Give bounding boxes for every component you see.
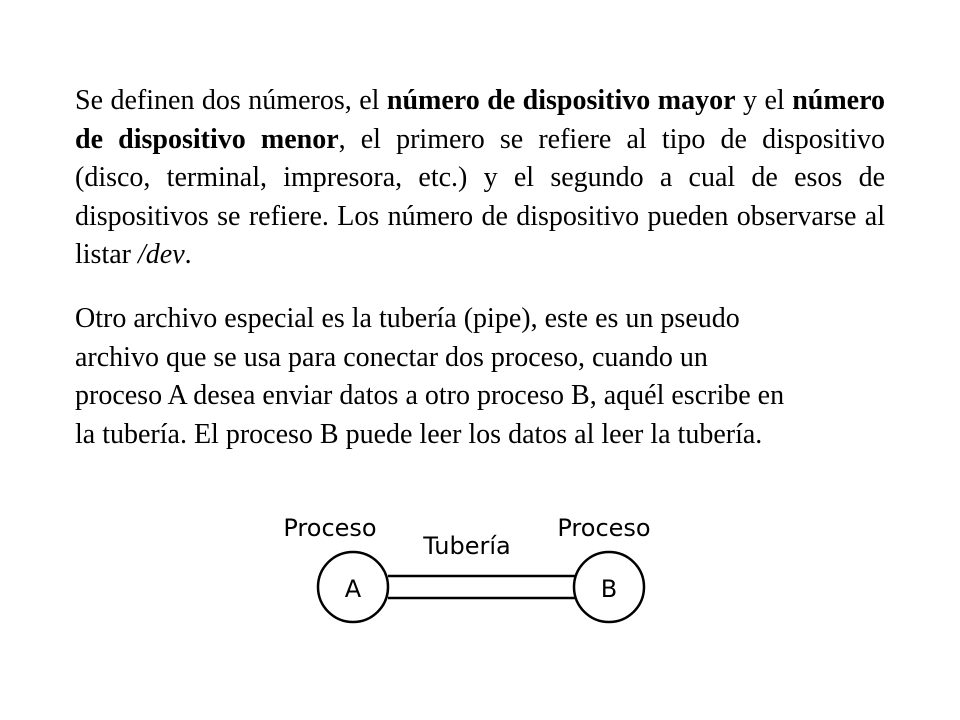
paragraph1-text-1: Se definen dos números, el [75, 85, 387, 116]
paragraph-pipe [75, 300, 885, 454]
paragraph1-text-3: , el primero se refiere al tipo de dispositivo (disco, terminal, impresora, etc.) y el segundo a cual de esos de dispositivos se refiere. Los número de dispositivo pueden observarse al listar [75, 123, 885, 270]
process-a-node-label: A [344, 575, 362, 603]
pipe [388, 576, 582, 598]
pipe-diagram [270, 500, 670, 650]
paragraph-device-numbers [75, 82, 885, 275]
process-b-node-label: B [600, 575, 618, 603]
right-process-label: Proceso [557, 514, 651, 542]
dev-path: /dev [138, 239, 185, 270]
major-device-number-term: número de dispositivo mayor [386, 85, 736, 116]
left-process-label: Proceso [283, 514, 377, 542]
pipe-diagram-svg [270, 500, 670, 650]
paragraph2-line-4: la tubería. El proceso B puede leer los datos al leer la tubería. [75, 418, 763, 450]
minor-device-number-term: número de dispositivo menor [75, 85, 886, 155]
paragraph1-text-2: y el [735, 85, 793, 116]
paragraph2-line-1: Otro archivo especial es la tubería (pipe), este es un pseudo [75, 303, 740, 334]
paragraph2-line-2: archivo que se usa para conectar dos proceso, cuando un [75, 341, 708, 373]
paragraph1-text-4: . [184, 239, 192, 270]
pipe-label: Tubería [423, 532, 511, 560]
paragraph2-line-3: proceso A desea enviar datos a otro proceso B, aquél escribe en [75, 380, 785, 411]
